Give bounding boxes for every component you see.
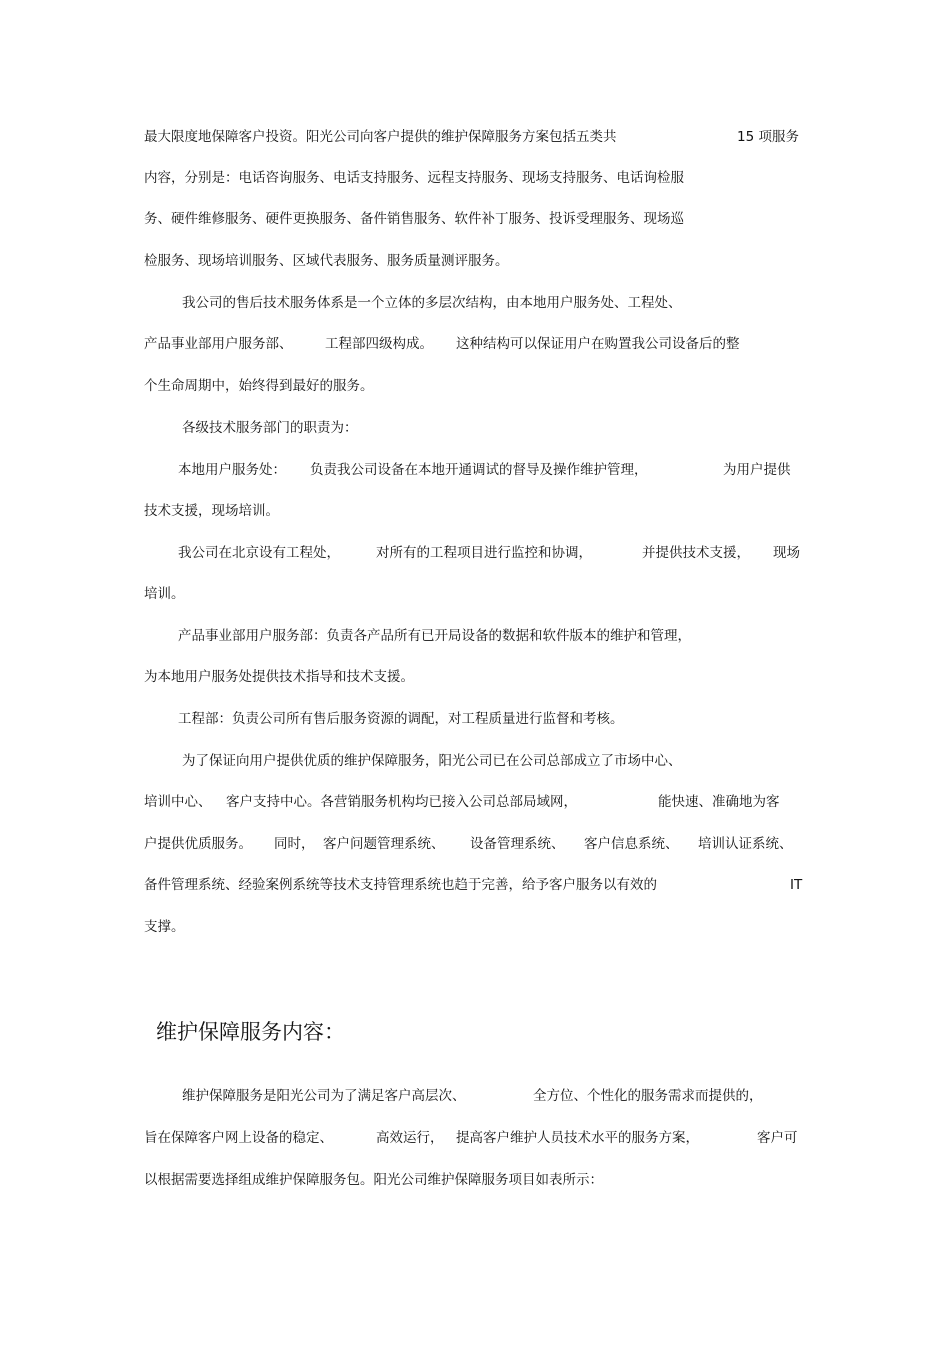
paragraph-5-line-1 <box>0 542 950 564</box>
text-segment: 本地用户服务处： <box>178 462 286 478</box>
text-segment: 这种结构可以保证用户在购置我公司设备后的整 <box>456 336 740 352</box>
paragraph-6-line-1 <box>0 625 950 647</box>
text-segment: 最大限度地保障客户投资。阳光公司向客户提供的维护保障服务方案包括五类共 <box>144 129 617 145</box>
text-segment: 个生命周期中，始终得到最好的服务。 <box>144 378 374 394</box>
paragraph-8-line-3 <box>0 833 950 855</box>
text-segment: 户提供优质服务。 <box>144 836 252 852</box>
text-segment: 工程部四级构成。 <box>325 336 433 352</box>
text-segment: 产品事业部用户服务部：负责各产品所有已开局设备的数据和软件版本的维护和管理， <box>178 628 691 644</box>
paragraph-6-line-2 <box>0 666 950 688</box>
paragraph-1-line-2 <box>0 167 950 189</box>
paragraph-3-line-1 <box>0 417 950 439</box>
text-segment: 培训认证系统、 <box>698 836 793 852</box>
text-segment: 高效运行， <box>376 1130 444 1146</box>
text-segment: 各级技术服务部门的职责为： <box>182 420 358 436</box>
text-segment: 现场 <box>773 545 800 561</box>
text-segment: 务、硬件维修服务、硬件更换服务、备件销售服务、软件补丁服务、投诉受理服务、现场巡 <box>144 211 684 227</box>
paragraph-5-line-2 <box>0 583 950 605</box>
text-segment: 检服务、现场培训服务、区域代表服务、服务质量测评服务。 <box>144 253 509 269</box>
paragraph-2-line-3 <box>0 375 950 397</box>
text-segment: 培训中心、 <box>144 794 212 810</box>
text-segment: 客户问题管理系统、 <box>323 836 445 852</box>
text-segment: 为用户提供 <box>723 462 791 478</box>
text-segment: 备件管理系统、经验案例系统等技术支持管理系统也趋于完善，给予客户服务以有效的 <box>144 877 657 893</box>
text-segment: 提高客户维护人员技术水平的服务方案， <box>456 1130 699 1146</box>
text-segment: 我公司在北京设有工程处， <box>178 545 340 561</box>
text-segment: 维护保障服务是阳光公司为了满足客户高层次、 <box>182 1088 466 1104</box>
text-segment: 内容，分别是：电话咨询服务、电话支持服务、远程支持服务、现场支持服务、电话询检服 <box>144 170 684 186</box>
paragraph-1-line-1 <box>0 126 950 148</box>
paragraph-8-line-5 <box>0 916 950 938</box>
paragraph-1-line-4 <box>0 250 950 272</box>
text-segment: 技术支援，现场培训。 <box>144 503 279 519</box>
text-segment: 能快速、准确地为客 <box>658 794 780 810</box>
paragraph-9-line-1 <box>0 1085 950 1107</box>
text-segment: 同时， <box>274 836 315 852</box>
section-heading: 维护保障服务内容： <box>156 1020 345 1044</box>
text-segment: 为本地用户服务处提供技术指导和技术支援。 <box>144 669 414 685</box>
text-segment: 工程部：负责公司所有售后服务资源的调配，对工程质量进行监督和考核。 <box>178 711 624 727</box>
text-segment: 客户支持中心。各营销服务机构均已接入公司总部局域网， <box>226 794 577 810</box>
text-segment: 全方位、个性化的服务需求而提供的， <box>533 1088 763 1104</box>
text-segment: IT <box>790 877 803 893</box>
text-segment: 并提供技术支援， <box>642 545 750 561</box>
paragraph-2-line-2 <box>0 333 950 355</box>
text-segment: 客户可 <box>757 1130 798 1146</box>
text-segment: 旨在保障客户网上设备的稳定、 <box>144 1130 333 1146</box>
text-segment: 我公司的售后技术服务体系是一个立体的多层次结构，由本地用户服务处、工程处、 <box>182 295 682 311</box>
paragraph-8-line-2 <box>0 791 950 813</box>
text-segment: 对所有的工程项目进行监控和协调， <box>376 545 592 561</box>
paragraph-4-line-1 <box>0 459 950 481</box>
text-segment: 15 项服务 <box>737 129 799 145</box>
text-segment: 为了保证向用户提供优质的维护保障服务，阳光公司已在公司总部成立了市场中心、 <box>182 753 682 769</box>
text-segment: 以根据需要选择组成维护保障服务包。阳光公司维护保障服务项目如表所示： <box>144 1172 603 1188</box>
paragraph-7-line-1 <box>0 708 950 730</box>
text-segment: 客户信息系统、 <box>584 836 679 852</box>
paragraph-8-line-1 <box>0 750 950 772</box>
text-segment: 负责我公司设备在本地开通调试的督导及操作维护管理， <box>310 462 648 478</box>
text-segment: 培训。 <box>144 586 185 602</box>
text-segment: 设备管理系统、 <box>470 836 565 852</box>
text-segment: 产品事业部用户服务部、 <box>144 336 293 352</box>
paragraph-1-line-3 <box>0 208 950 230</box>
paragraph-4-line-2 <box>0 500 950 522</box>
paragraph-8-line-4 <box>0 874 950 896</box>
paragraph-2-line-1 <box>0 292 950 314</box>
text-segment: 支撑。 <box>144 919 185 935</box>
paragraph-9-line-3 <box>0 1169 950 1191</box>
paragraph-9-line-2 <box>0 1127 950 1149</box>
